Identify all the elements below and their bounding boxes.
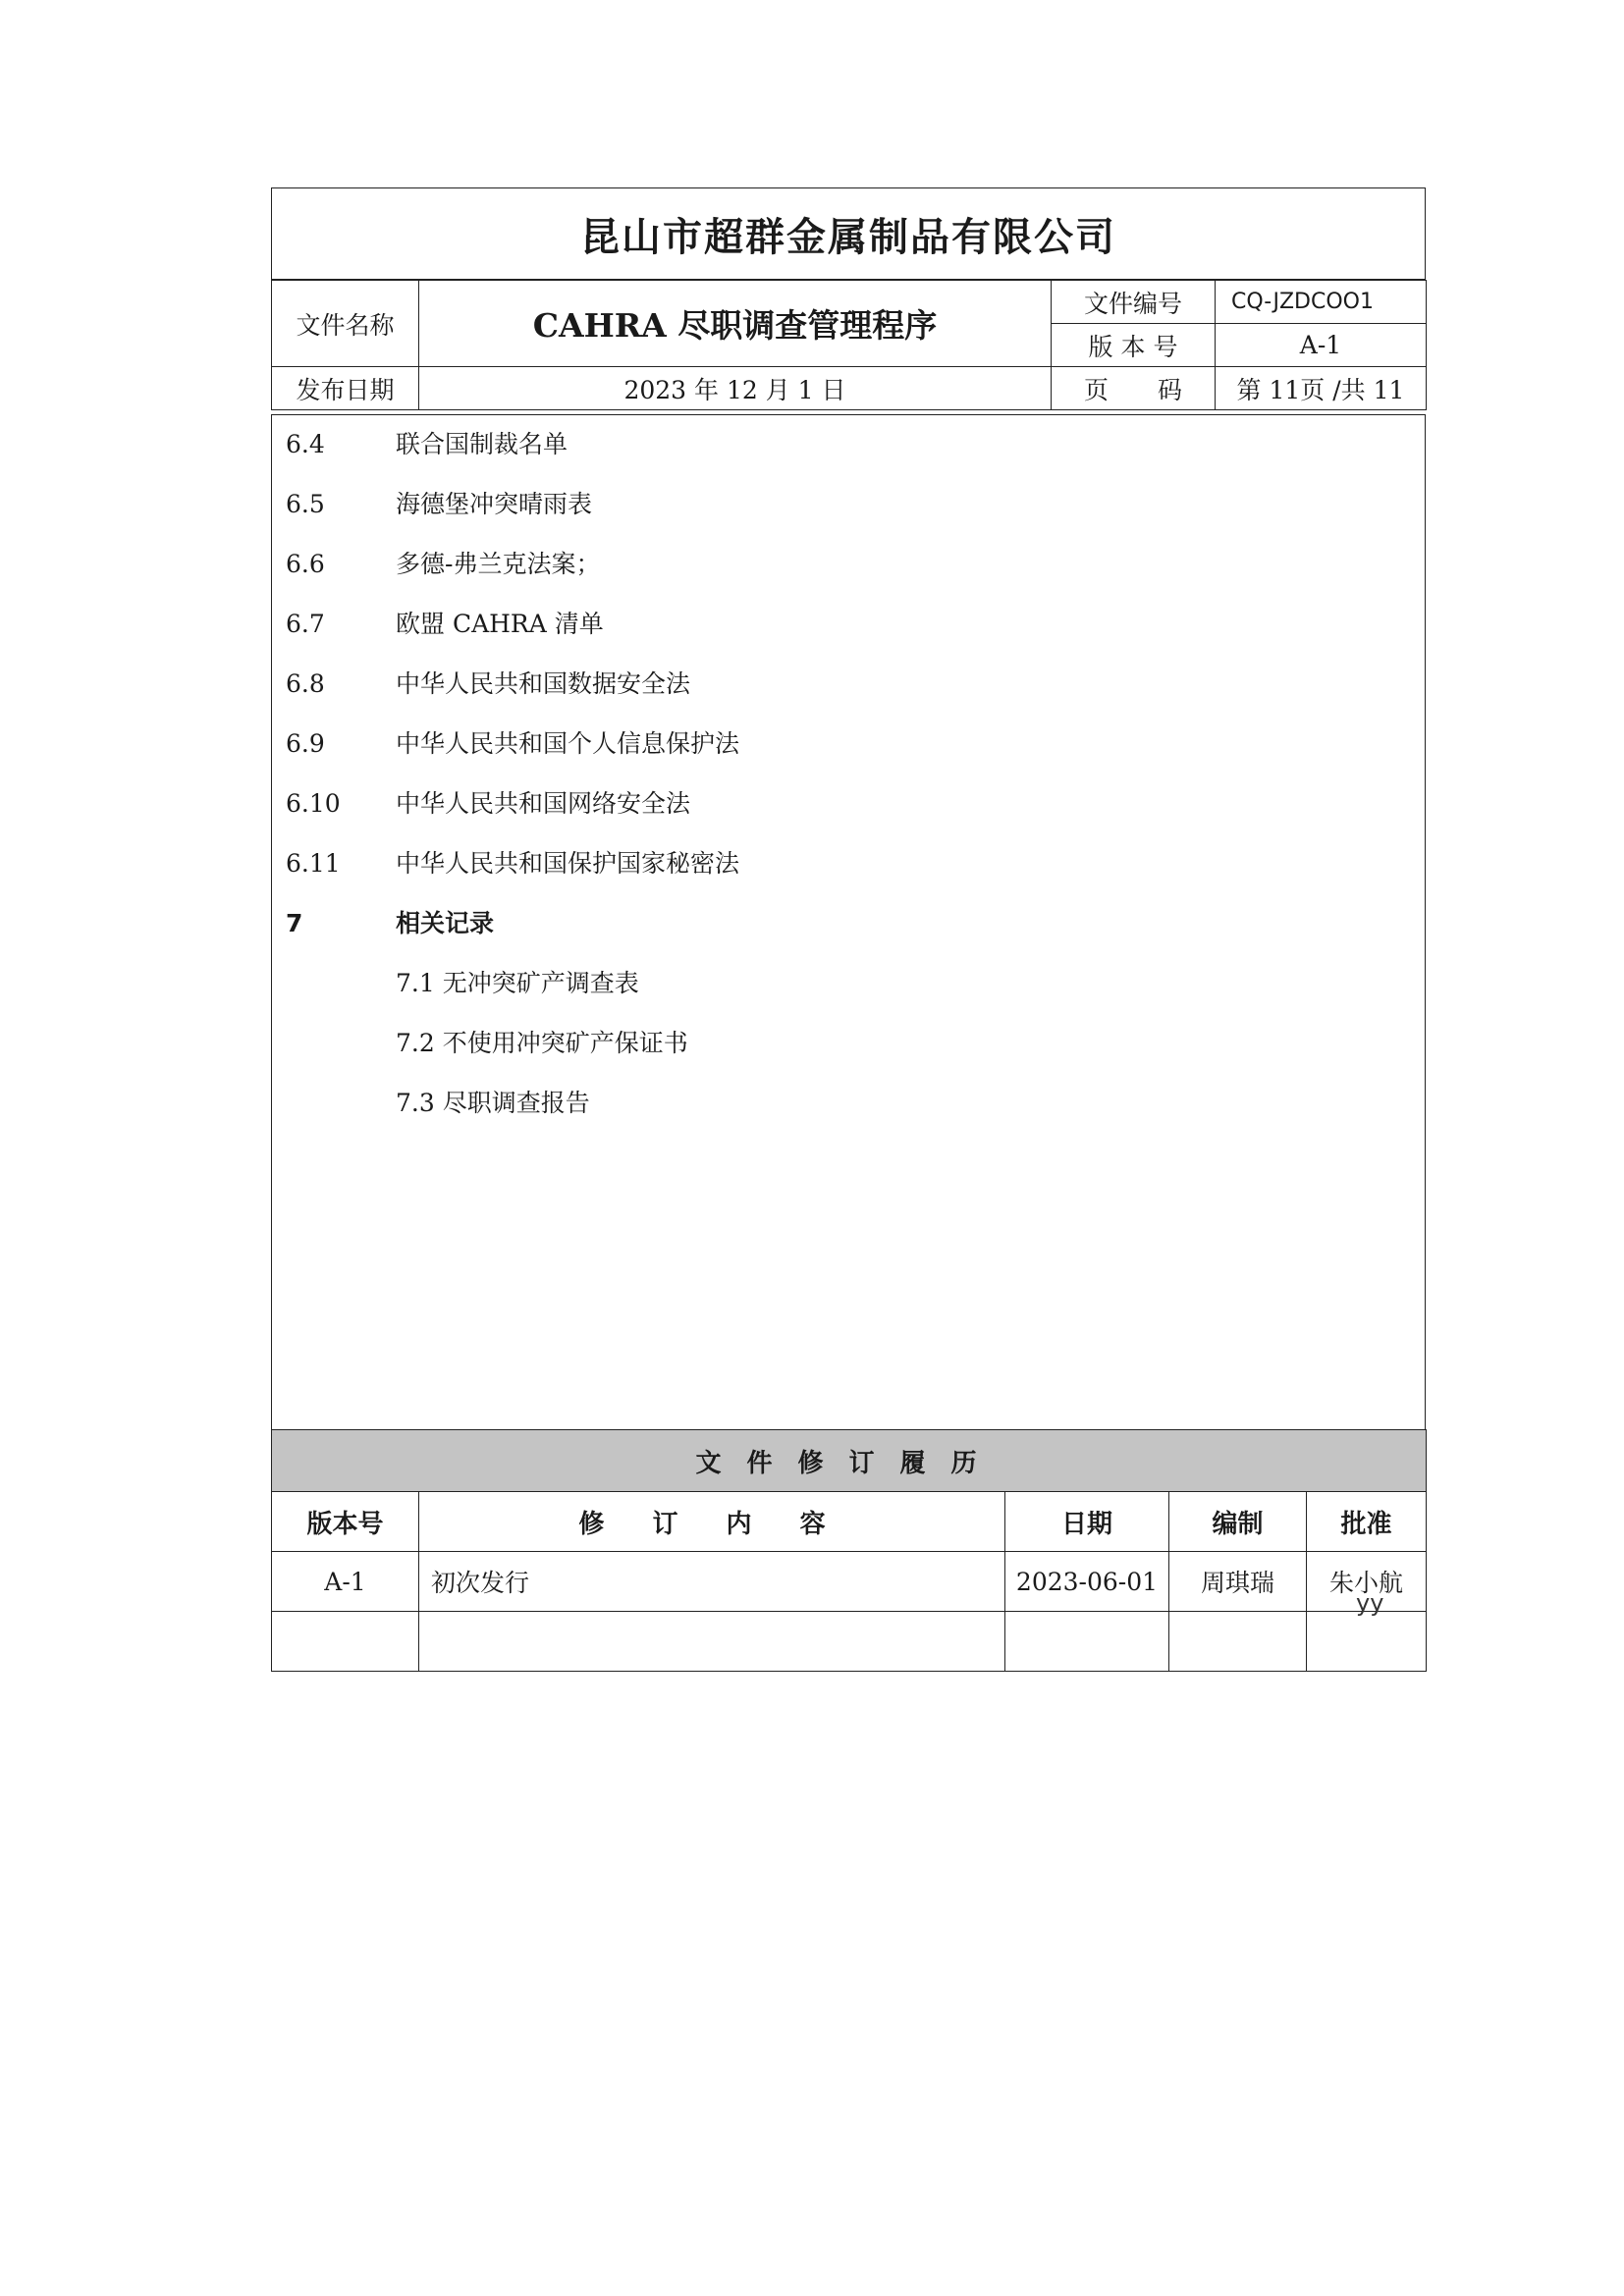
page-number: 第 11页 /共 11 <box>1216 367 1427 410</box>
release-date: 2023 年 12 月 1 日 <box>419 367 1052 410</box>
cell-author <box>1169 1612 1307 1672</box>
version-value: A-1 <box>1216 324 1427 367</box>
release-date-label: 发布日期 <box>272 367 419 410</box>
page-label: 页 码 <box>1052 367 1216 410</box>
col-header-content: 修 订 内 容 <box>419 1492 1005 1552</box>
approver-signature: yy <box>1356 1589 1384 1617</box>
approver-name: 朱小航 <box>1329 1569 1404 1597</box>
col-header-author: 编制 <box>1169 1492 1307 1552</box>
document-header <box>271 187 1426 1432</box>
doc-name: CAHRA 尽职调查管理程序 <box>419 281 1052 367</box>
col-header-date: 日期 <box>1005 1492 1169 1552</box>
table-row <box>272 1552 1427 1612</box>
cell-content <box>419 1612 1005 1672</box>
table-row <box>272 1612 1427 1672</box>
revision-history-table <box>271 1429 1427 1672</box>
cell-version <box>272 1612 419 1672</box>
revision-title: 文件修订履历 <box>272 1430 1427 1492</box>
version-label: 版 本 号 <box>1052 324 1216 367</box>
doc-no-label: 文件编号 <box>1052 281 1216 324</box>
doc-no: CQ-JZDCOO1 <box>1216 281 1427 324</box>
record-item: 7.1 无冲突矿产调查表 <box>396 969 639 997</box>
content-body: 6.4 联合国制裁名单 6.5 海德堡冲突晴雨表 6.6 多德-弗兰克法案； 6.7 欧盟 CAHRA 清单 6.8 中华人民共和国数据安全法 6.9 中华人民共和国个人信息保护法 6.10 中华人民共和国网络安全法 6.11 中华人民共和国保护国家秘密法 7 相关记录 7.1 无冲突矿产调查表 7.2 不使用冲突矿产保证书 7.3 尽职调查报告 <box>271 414 1426 1432</box>
col-header-version: 版本号 <box>272 1492 419 1552</box>
company-name: 昆山市超群金属制品有限公司 <box>271 187 1426 280</box>
cell-version: A-1 <box>272 1552 419 1612</box>
cell-approver <box>1307 1552 1427 1617</box>
record-item: 7.3 尽职调查报告 <box>396 1089 590 1117</box>
cell-date <box>1005 1612 1169 1672</box>
cell-author: 周琪瑞 <box>1169 1552 1307 1612</box>
cell-content: 初次发行 <box>419 1552 1005 1612</box>
doc-name-label: 文件名称 <box>272 281 419 367</box>
col-header-approver: 批准 <box>1307 1492 1427 1552</box>
cell-approver <box>1307 1612 1427 1672</box>
header-table <box>271 280 1427 410</box>
record-item: 7.2 不使用冲突矿产保证书 <box>396 1029 688 1057</box>
cell-date: 2023-06-01 <box>1005 1552 1169 1612</box>
